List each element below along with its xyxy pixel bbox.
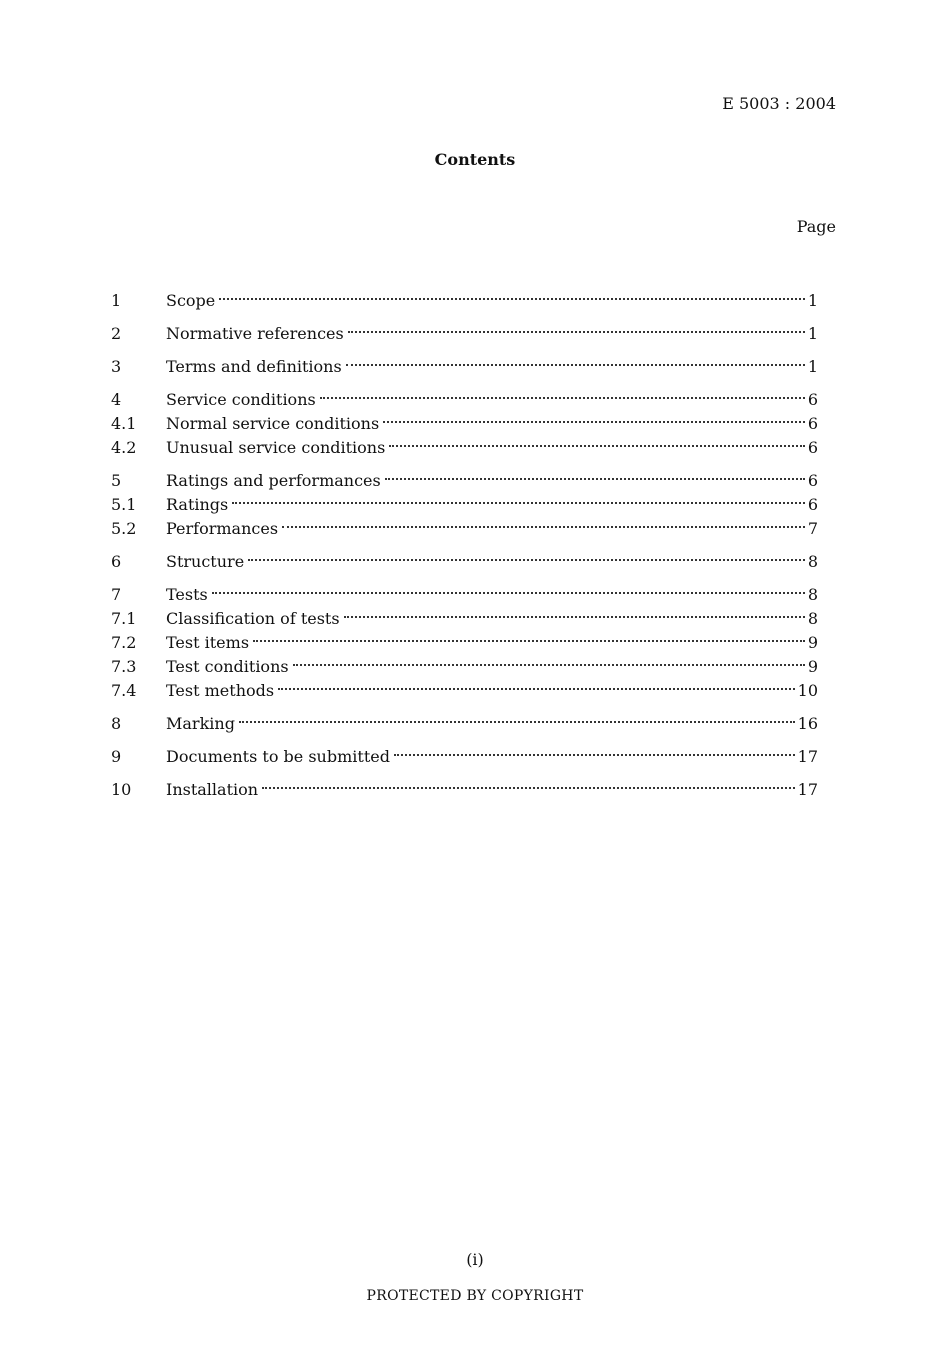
toc-entry-title: Performances: [166, 519, 279, 538]
toc-dot-leader: [385, 454, 805, 480]
toc-entry-number: 4: [111, 390, 122, 409]
toc-dot-leader: [293, 640, 805, 666]
toc-entry-title: Ratings: [166, 495, 229, 514]
toc-dot-leader: [239, 697, 795, 723]
toc-entry-title: Classification of tests: [166, 609, 340, 628]
toc-entry[interactable]: [111, 769, 818, 799]
toc-entry-number: 7: [111, 585, 122, 604]
table-of-contents: [111, 280, 818, 802]
toc-entry-page: 1: [807, 324, 818, 343]
toc-group: [111, 379, 818, 457]
toc-entry-number: 10: [111, 780, 132, 799]
toc-entry-number: 8: [111, 714, 122, 733]
toc-entry-title: Terms and definitions: [166, 357, 342, 376]
toc-entry-number: 7.2: [111, 633, 137, 652]
footer-page-number: (i): [466, 1250, 484, 1269]
toc-group: [111, 460, 818, 538]
toc-entry[interactable]: [111, 346, 818, 376]
toc-entry-title: Normal service conditions: [166, 414, 380, 433]
toc-dot-leader: [394, 730, 795, 756]
toc-entry-number: 4.1: [111, 414, 137, 433]
toc-group: [111, 280, 818, 310]
toc-entry-number: 7.3: [111, 657, 137, 676]
toc-entry-number: 7.4: [111, 681, 137, 700]
toc-group: [111, 703, 818, 733]
toc-entry-number: 4.2: [111, 438, 137, 457]
toc-entry-title: Service conditions: [166, 390, 316, 409]
toc-entry-title: Tests: [166, 585, 208, 604]
toc-entry-title: Normative references: [166, 324, 344, 343]
toc-entry-page: 6: [807, 390, 818, 409]
toc-entry[interactable]: [111, 313, 818, 343]
toc-entry-title: Scope: [166, 291, 216, 310]
toc-dot-leader: [348, 307, 805, 333]
toc-entry-number: 1: [111, 291, 122, 310]
toc-group: [111, 313, 818, 343]
toc-entry-page: 8: [807, 609, 818, 628]
toc-entry-number: 3: [111, 357, 122, 376]
toc-group: [111, 736, 818, 766]
toc-entry-page: 10: [797, 681, 818, 700]
toc-entry-number: 2: [111, 324, 122, 343]
toc-entry-number: 5.2: [111, 519, 137, 538]
toc-entry-page: 9: [807, 633, 818, 652]
toc-entry-page: 6: [807, 414, 818, 433]
toc-dot-leader: [248, 535, 805, 561]
toc-entry-title: Ratings and performances: [166, 471, 381, 490]
toc-entry-title: Structure: [166, 552, 245, 571]
toc-dot-leader: [212, 568, 805, 594]
toc-entry-page: 6: [807, 495, 818, 514]
toc-group: [111, 346, 818, 376]
toc-entry-page: 17: [797, 747, 818, 766]
toc-dot-leader: [383, 397, 805, 423]
document-number: E 5003 : 2004: [722, 94, 836, 113]
toc-entry-number: 6: [111, 552, 122, 571]
toc-dot-leader: [346, 340, 805, 366]
toc-entry-title: Unusual service conditions: [166, 438, 386, 457]
toc-entry-page: 1: [807, 357, 818, 376]
toc-dot-leader: [219, 274, 805, 300]
toc-entry-page: 8: [807, 552, 818, 571]
toc-dot-leader: [253, 616, 805, 642]
footer-copyright: PROTECTED BY COPYRIGHT: [366, 1288, 584, 1304]
toc-dot-leader: [320, 373, 805, 399]
toc-entry[interactable]: [111, 736, 818, 766]
toc-entry-page: 7: [807, 519, 818, 538]
page-column-heading: Page: [796, 217, 836, 236]
toc-entry-page: 8: [807, 585, 818, 604]
toc-entry-number: 9: [111, 747, 122, 766]
toc-entry-title: Test items: [166, 633, 250, 652]
toc-entry-title: Marking: [166, 714, 235, 733]
toc-entry-number: 5: [111, 471, 122, 490]
toc-entry-page: 1: [807, 291, 818, 310]
toc-dot-leader: [262, 763, 795, 789]
toc-entry-title: Installation: [166, 780, 259, 799]
page-title: Contents: [434, 150, 516, 169]
toc-dot-leader: [344, 592, 805, 618]
toc-entry-page: 9: [807, 657, 818, 676]
toc-entry-page: 17: [797, 780, 818, 799]
toc-entry-page: 16: [797, 714, 818, 733]
toc-group: [111, 574, 818, 700]
toc-entry-number: 7.1: [111, 609, 137, 628]
toc-dot-leader: [278, 664, 795, 690]
toc-group: [111, 541, 818, 571]
toc-group: [111, 769, 818, 799]
toc-dot-leader: [282, 502, 805, 528]
toc-entry-number: 5.1: [111, 495, 137, 514]
toc-entry[interactable]: [111, 703, 818, 733]
toc-dot-leader: [389, 421, 805, 447]
toc-entry-page: 6: [807, 438, 818, 457]
toc-entry[interactable]: [111, 541, 818, 571]
toc-entry-title: Test conditions: [166, 657, 289, 676]
toc-entry-title: Test methods: [166, 681, 275, 700]
toc-dot-leader: [232, 478, 805, 504]
toc-entry[interactable]: [111, 280, 818, 310]
toc-entry-page: 6: [807, 471, 818, 490]
toc-entry-title: Documents to be submitted: [166, 747, 390, 766]
